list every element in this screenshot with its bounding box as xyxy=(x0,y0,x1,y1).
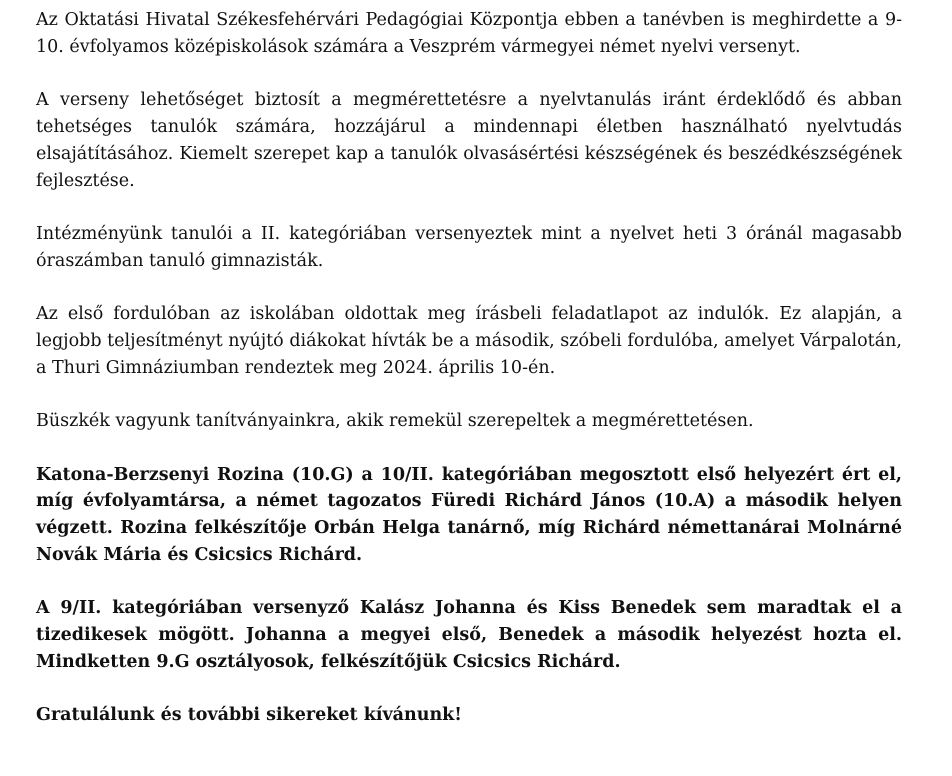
results-10th-grade-paragraph: Katona-Berzsenyi Rozina (10.G) a 10/II. kategóriában megosztott első helyezért ért el, míg évfolyamtársa, a német tagozatos Füredi Richárd János (10.A) a második helyen végzett. Rozina felkészítője Orbán Helga tanárnő, míg Richárd némettanárai Molnárné Novák Mária és Csicsics Richárd. xyxy=(36,464,902,565)
article-body xyxy=(36,7,902,729)
pride-paragraph: Büszkék vagyunk tanítványainkra, akik remekül szerepeltek a megmérettetésen. xyxy=(36,411,754,432)
category-paragraph: Intézményünk tanulói a II. kategóriában versenyeztek mint a nyelvet heti 3 óránál magasabb óraszámban tanuló gimnazisták. xyxy=(36,223,902,271)
results-9th-grade-paragraph: A 9/II. kategóriában versenyző Kalász Johanna és Kiss Benedek sem maradtak el a tizedikesek mögött. Johanna a megyei első, Benedek a második helyezést hozta el. Mindketten 9.G osztályosok, felkészítőjük Csicsics Richárd. xyxy=(36,598,902,672)
competition-purpose-paragraph: A verseny lehetőséget biztosít a megmérettetésre a nyelvtanulás iránt érdeklődő és abban tehetséges tanulók számára, hozzájárul a mindennapi életben használható nyelvtudás elsajátításához. Kiemelt szerepet kap a tanulók olvasásértési készségének és beszédkészségének fejlesztése. xyxy=(36,90,902,191)
rounds-paragraph: Az első fordulóban az iskolában oldottak meg írásbeli feladatlapot az indulók. Ez alapján, a legjobb teljesítményt nyújtó diákokat hívták be a második, szóbeli fordulóba, amelyet Várpalotán, a Thuri Gimnáziumban rendeztek meg 2024. április 10-én. xyxy=(36,304,902,378)
congratulations-paragraph: Gratulálunk és további sikereket kívánunk! xyxy=(36,705,462,726)
intro-paragraph: Az Oktatási Hivatal Székesfehérvári Pedagógiai Központja ebben a tanévben is meghirdette a 9-10. évfolyamos középiskolások számára a Veszprém vármegyei német nyelvi versenyt. xyxy=(36,10,902,57)
